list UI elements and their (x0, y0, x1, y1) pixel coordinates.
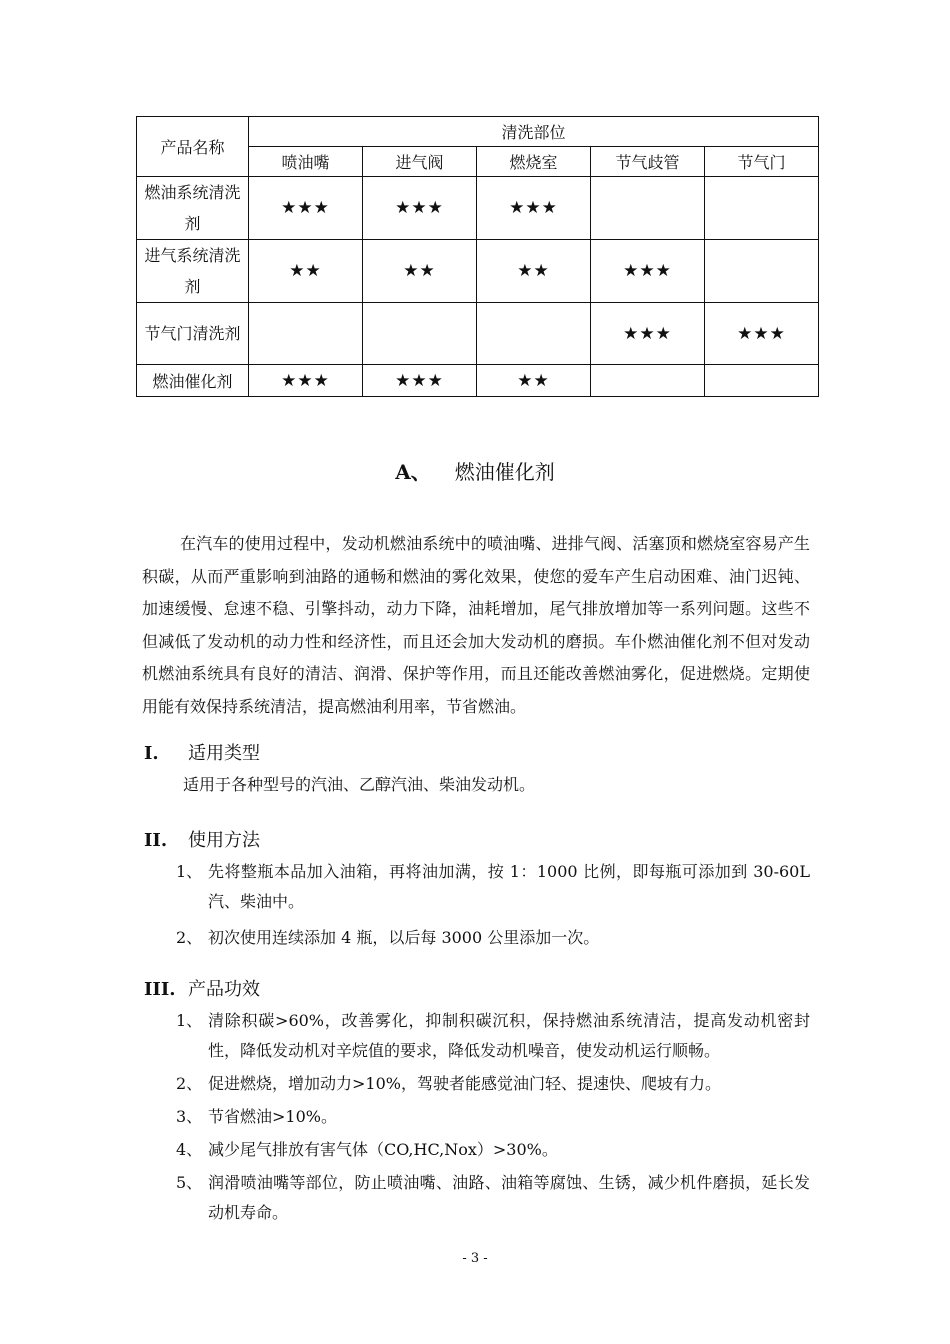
table-row (137, 365, 819, 397)
subsection-number: III. (144, 979, 176, 1000)
list-item (176, 923, 810, 953)
rating-cell (363, 303, 477, 365)
list-index: 3、 (176, 1107, 203, 1126)
list-item (176, 1102, 810, 1132)
list-item (176, 857, 810, 917)
product-name-cell: 燃油系统清洗剂 (137, 177, 249, 240)
list-index: 4、 (176, 1140, 203, 1159)
list-text: 润滑喷油嘴等部位，防止喷油嘴、油路、油箱等腐蚀、生锈，减少机件磨损，延长发动机寿命。 (208, 1173, 810, 1222)
list-text: 初次使用连续添加 4 瓶，以后每 3000 公里添加一次。 (208, 928, 600, 947)
list-text: 先将整瓶本品加入油箱，再将油加满，按 1：1000 比例，即每瓶可添加到 30-60L 汽、柴油中。 (208, 862, 810, 911)
subsection-number: I. (144, 743, 159, 764)
rating-cell (705, 177, 819, 240)
list-index: 2、 (176, 1074, 203, 1093)
table-row (137, 240, 819, 303)
list-item (176, 1069, 810, 1099)
rating-cell (591, 177, 705, 240)
list-item (176, 1006, 810, 1066)
product-name-cell: 节气门清洗剂 (137, 303, 249, 365)
rating-cell: ★★★ (363, 177, 477, 240)
rating-cell (477, 303, 591, 365)
list-index: 2、 (176, 928, 203, 947)
effects-list (176, 1006, 810, 1228)
list-text: 清除积碳>60%，改善雾化，抑制积碳沉积，保持燃油系统清洁，提高发动机密封性，降低发动机对辛烷值的要求，降低发动机噪音，使发动机运行顺畅。 (208, 1011, 810, 1060)
cleaning-area-table (136, 116, 819, 397)
cleaning-area-header: 清洗部位 (249, 117, 819, 147)
list-item (176, 1135, 810, 1165)
intro-paragraph: 在汽车的使用过程中，发动机燃油系统中的喷油嘴、进排气阀、活塞顶和燃烧室容易产生积碳，从而严重影响到油路的通畅和燃油的雾化效果，使您的爱车产生启动困难、油门迟钝、加速缓慢、怠速不稳、引擎抖动，动力下降，油耗增加，尾气排放增加等一系列问题。这些不但减低了发动机的动力性和经济性，而且还会加大发动机的磨损。车仆燃油催化剂不但对发动机燃油系统具有良好的清洁、润滑、保护等作用，而且还能改善燃油雾化，促进燃烧。定期使用能有效保持系统清洁，提高燃油利用率，节省燃油。 (142, 534, 810, 716)
page-number: - 3 - (462, 1251, 488, 1266)
usage-type-text: 适用于各种型号的汽油、乙醇汽油、柴油发动机。 (183, 775, 536, 794)
rating-cell: ★★★ (477, 177, 591, 240)
rating-cell: ★★ (363, 240, 477, 303)
subsection-heading-effects (144, 975, 260, 1001)
rating-cell (705, 240, 819, 303)
rating-cell: ★★★ (591, 240, 705, 303)
list-index: 5、 (176, 1173, 203, 1192)
table-row (137, 177, 819, 240)
rating-cell (705, 365, 819, 397)
rating-cell: ★★★ (705, 303, 819, 365)
rating-cell: ★★★ (363, 365, 477, 397)
table-row (137, 303, 819, 365)
rating-cell: ★★ (477, 365, 591, 397)
rating-cell: ★★★ (249, 177, 363, 240)
product-name-cell: 燃油催化剂 (137, 365, 249, 397)
column-header: 节气门 (705, 147, 819, 177)
subsection-title: 产品功效 (188, 979, 260, 1000)
rating-cell: ★★ (249, 240, 363, 303)
list-text: 促进燃烧，增加动力>10%，驾驶者能感觉油门轻、提速快、爬坡有力。 (208, 1074, 721, 1093)
section-letter: A、 (395, 460, 431, 484)
rating-cell (591, 365, 705, 397)
column-header: 节气歧管 (591, 147, 705, 177)
section-title-text: 燃油催化剂 (454, 460, 555, 484)
list-index: 1、 (176, 1011, 203, 1030)
rating-cell: ★★★ (249, 365, 363, 397)
column-header: 进气阀 (363, 147, 477, 177)
subsection-heading-method (144, 826, 260, 852)
subsection-heading-usage-type (144, 739, 260, 765)
section-heading (0, 456, 950, 485)
rating-cell (249, 303, 363, 365)
subsection-number: II. (144, 830, 168, 851)
list-item (176, 1168, 810, 1228)
subsection-title: 使用方法 (188, 830, 260, 851)
method-list (176, 857, 810, 953)
list-index: 1、 (176, 862, 203, 881)
list-text: 节省燃油>10%。 (208, 1107, 337, 1126)
rating-cell: ★★ (477, 240, 591, 303)
column-header: 喷油嘴 (249, 147, 363, 177)
product-name-cell: 进气系统清洗剂 (137, 240, 249, 303)
product-name-header: 产品名称 (137, 117, 249, 177)
subsection-title: 适用类型 (188, 743, 260, 764)
column-header: 燃烧室 (477, 147, 591, 177)
rating-cell: ★★★ (591, 303, 705, 365)
list-text: 减少尾气排放有害气体（CO,HC,Nox）>30%。 (208, 1140, 558, 1159)
